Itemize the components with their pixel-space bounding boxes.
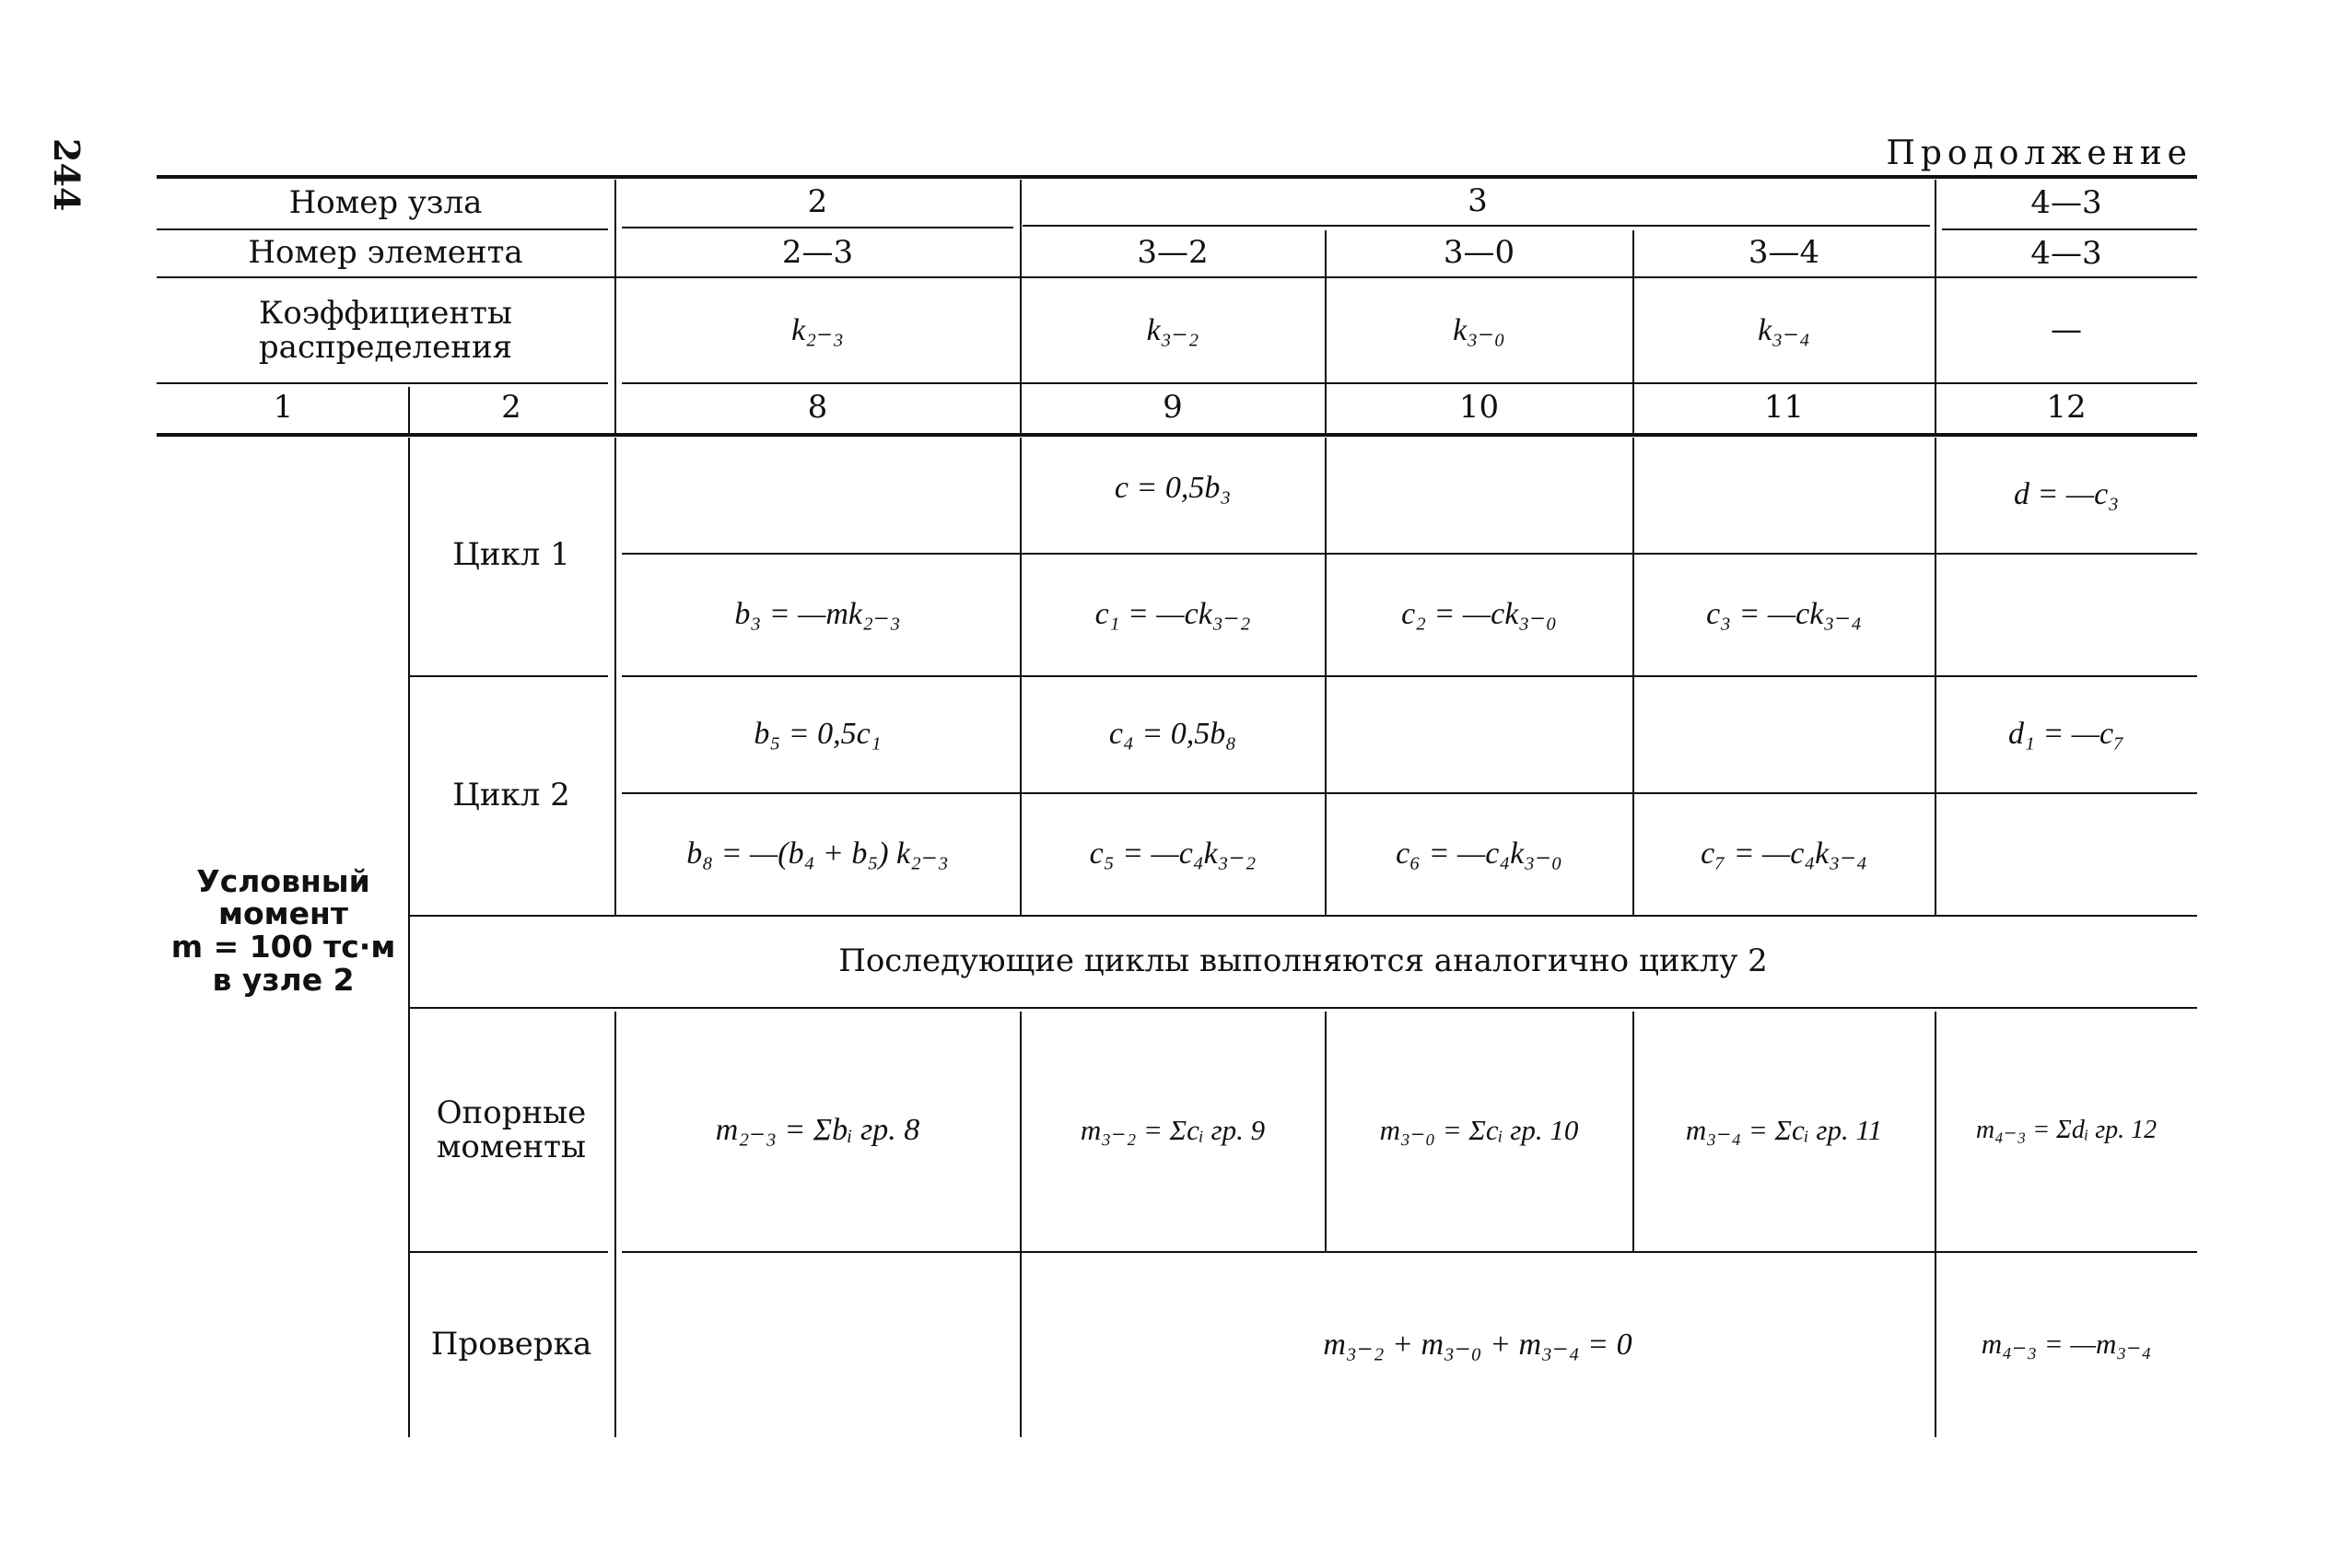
coef-3-2: k₃₋₂	[1146, 313, 1199, 348]
node-3: 3	[1468, 182, 1488, 220]
support-moments-label-line1: Опорные	[436, 1094, 587, 1131]
element-row-label: Номер элемента	[248, 234, 523, 272]
rule	[157, 382, 608, 384]
rule	[614, 1012, 616, 1437]
rule	[1325, 438, 1327, 915]
rule	[1632, 230, 1634, 433]
rule	[1020, 1012, 1022, 1437]
element-3-2: 3—2	[1137, 234, 1209, 272]
rule	[410, 675, 608, 677]
cycle1-top-col8	[617, 438, 1018, 551]
conditional-moment-label	[161, 857, 405, 1004]
node-row-label: Номер узла	[288, 184, 483, 222]
coef-row-label	[161, 281, 610, 380]
rule	[622, 792, 2197, 794]
rule	[410, 1007, 2197, 1009]
cycle2-top-col10	[1327, 678, 1631, 790]
node-4-3: 4—3	[2030, 184, 2102, 222]
rule	[408, 438, 410, 1437]
rule	[622, 675, 2197, 677]
support-moment-col9: m₃₋₂ = Σcᵢ гр. 9	[1080, 1113, 1266, 1146]
rule	[408, 387, 410, 433]
rule	[410, 915, 2197, 917]
coef-row-label-line2: распределения	[258, 329, 513, 366]
rule	[614, 180, 616, 433]
left-label-line2: момент	[218, 895, 348, 932]
check-right: m₄₋₃ = —m₃₋₄	[1981, 1328, 2152, 1361]
cycle2-bottom-col12	[1937, 795, 2195, 913]
support-moment-col11: m₃₋₄ = Σcᵢ гр. 11	[1685, 1113, 1883, 1146]
rule	[1325, 230, 1327, 433]
check-label: Проверка	[430, 1325, 592, 1363]
rule	[622, 227, 1013, 228]
cycle2-top-col11	[1635, 678, 1933, 790]
column-number-11: 11	[1763, 389, 1805, 427]
subsequent-cycles-note: Последующие циклы выполняются аналогично циклу 2	[838, 942, 1768, 979]
rule	[1632, 1012, 1634, 1251]
cycle2-bottom-col10: c₆ = —c₄k₃₋₀	[1396, 837, 1562, 872]
cycle-1-label: Цикл 1	[452, 536, 570, 574]
column-number-10: 10	[1458, 389, 1500, 427]
cycle2-bottom-col9: c₅ = —c₄k₃₋₂	[1089, 837, 1257, 872]
cycle1-bottom-col9: c₁ = —ck₃₋₂	[1094, 597, 1251, 632]
cycle1-bottom-col12	[1937, 556, 2195, 673]
rule	[157, 276, 2197, 278]
left-label-line3: m = 100 тс·м	[170, 929, 396, 965]
rule	[410, 1251, 608, 1253]
support-moment-col8: m₂₋₃ = Σbᵢ гр. 8	[715, 1113, 920, 1148]
rule	[1935, 438, 1936, 915]
cycle2-top-col9: c₄ = 0,5b₈	[1108, 717, 1237, 752]
support-moments-label	[411, 1012, 612, 1249]
node-2: 2	[807, 183, 828, 221]
rule	[1020, 180, 1022, 433]
header-bottom-rule	[157, 433, 2197, 437]
column-number-2: 2	[501, 389, 521, 427]
cycle1-top-col11	[1635, 438, 1933, 551]
support-moments-label-line2: моменты	[436, 1129, 586, 1165]
column-number-1: 1	[273, 389, 294, 427]
cycle2-top-col8: b₅ = 0,5c₁	[754, 717, 882, 752]
rule	[1023, 225, 1930, 227]
coef-3-0: k₃₋₀	[1453, 313, 1505, 348]
coef-2-3: k₂₋₃	[791, 313, 844, 348]
rule	[1325, 1012, 1327, 1251]
element-3-0: 3—0	[1443, 234, 1515, 272]
coef-4-3: —	[2051, 311, 2082, 349]
cycle1-bottom-col11: c₃ = —ck₃₋₄	[1706, 597, 1862, 632]
rule	[622, 382, 2197, 384]
rule	[1632, 438, 1634, 915]
cycle-2-label: Цикл 2	[452, 776, 570, 813]
cycle2-top-col12: d₁ = —c₇	[2008, 717, 2124, 752]
coef-3-4: k₃₋₄	[1758, 313, 1810, 348]
cycle2-bottom-col8: b₈ = —(b₄ + b₅) k₂₋₃	[686, 837, 949, 872]
column-number-9: 9	[1163, 389, 1183, 427]
cycle2-bottom-col11: c₇ = —c₄k₃₋₄	[1701, 837, 1867, 872]
rule	[622, 1251, 2197, 1253]
continuation-label: Продолжение	[1886, 135, 2193, 173]
coef-row-label-line1: Коэффициенты	[259, 294, 512, 332]
cycle1-top-col12: d = —c₃	[2013, 476, 2120, 511]
rule	[614, 438, 616, 915]
element-4-3: 4—3	[2030, 235, 2102, 273]
rule	[1935, 180, 1936, 433]
support-moment-col12: m₄₋₃ = Σdᵢ гр. 12	[1975, 1115, 2158, 1144]
table-top-rule	[157, 175, 2197, 179]
left-label-line4: в узле 2	[212, 961, 355, 998]
cycle1-top-col10	[1327, 438, 1631, 551]
cycle1-bottom-col10: c₂ = —ck₃₋₀	[1401, 597, 1557, 632]
rule	[622, 553, 2197, 555]
rule	[1935, 1012, 1936, 1437]
element-3-4: 3—4	[1748, 234, 1820, 272]
left-label-line1: Условный	[196, 862, 370, 899]
check-equation: m₃₋₂ + m₃₋₀ + m₃₋₄ = 0	[1323, 1327, 1632, 1362]
cycle1-bottom-col8: b₃ = —mk₂₋₃	[734, 597, 901, 632]
element-2-3: 2—3	[781, 234, 854, 272]
column-number-12: 12	[2046, 389, 2087, 427]
cycle1-top-col9: c = 0,5b₃	[1114, 471, 1232, 506]
rule	[1020, 438, 1022, 915]
support-moment-col10: m₃₋₀ = Σcᵢ гр. 10	[1379, 1113, 1579, 1146]
column-number-8: 8	[807, 389, 828, 427]
page-number: 244	[46, 138, 88, 212]
